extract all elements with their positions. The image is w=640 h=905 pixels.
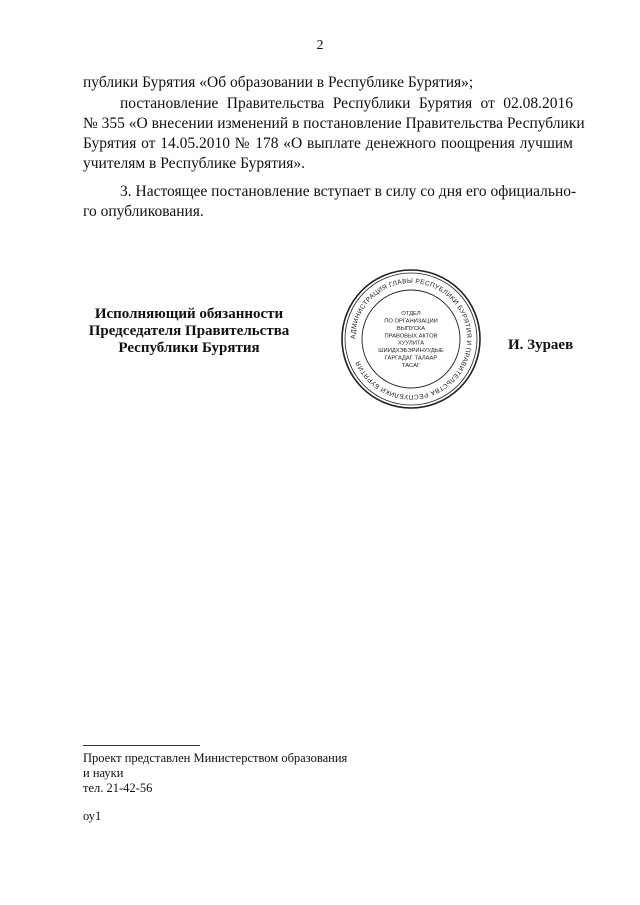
body-line-1: публики Бурятия «Об образовании в Республике Бурятия»; xyxy=(83,74,474,91)
seal-ring-text: АДМИНИСТРАЦИЯ ГЛАВЫ РЕСПУБЛИКИ БУРЯТИЯ И ПРАВИТЕЛЬСТВА РЕСПУБЛИКИ БУРЯТИЯ xyxy=(349,277,473,401)
footer-code: оу1 xyxy=(83,809,102,823)
seal-inner-line: ПО ОРГАНИЗАЦИИ xyxy=(384,318,438,325)
footer-line-2: и науки xyxy=(83,766,124,780)
signatory-name: И. Зураев xyxy=(508,337,574,353)
signatory-title-line-2: Председателя Правительства xyxy=(88,323,290,339)
page-number: 2 xyxy=(316,38,324,53)
seal-inner-line: ШИИДХЭБЭРИНУУДЫЕ xyxy=(378,348,444,355)
footer-phone: тел. 21-42-56 xyxy=(83,781,153,795)
seal-inner-line: ТАСАГ xyxy=(401,362,421,369)
seal-inner-line: ВЫПУСКА xyxy=(396,325,426,332)
seal-inner-line: ХУУЛИТА xyxy=(397,340,425,347)
signatory-title-line-3: Республики Бурятия xyxy=(118,340,260,356)
seal-inner-line: ОТДЕЛ xyxy=(401,311,421,318)
body-line-2: постановление Правительства Республики Бурятия от 02.08.2016 xyxy=(120,95,573,112)
official-seal xyxy=(340,268,482,410)
footer-line-1: Проект представлен Министерством образования xyxy=(83,751,348,765)
seal-inner-line: ГАРГАДАГ ТАЛААР xyxy=(384,355,438,362)
body-line-4: Бурятия от 14.05.2010 № 178 «О выплате денежного поощрения лучшим xyxy=(83,135,573,152)
seal-inner-line: ПРАВОВЫХ АКТОВ xyxy=(384,333,438,340)
footer-divider xyxy=(83,745,200,746)
body-line-5: учителям в Республике Бурятия». xyxy=(83,155,306,172)
body-line-7: го опубликования. xyxy=(83,203,204,220)
signatory-title-line-1: Исполняющий обязанности xyxy=(94,306,284,322)
body-line-3: № 355 «О внесении изменений в постановление Правительства Республики xyxy=(83,115,585,132)
body-line-6: 3. Настоящее постановление вступает в силу со дня его официально- xyxy=(120,183,577,200)
